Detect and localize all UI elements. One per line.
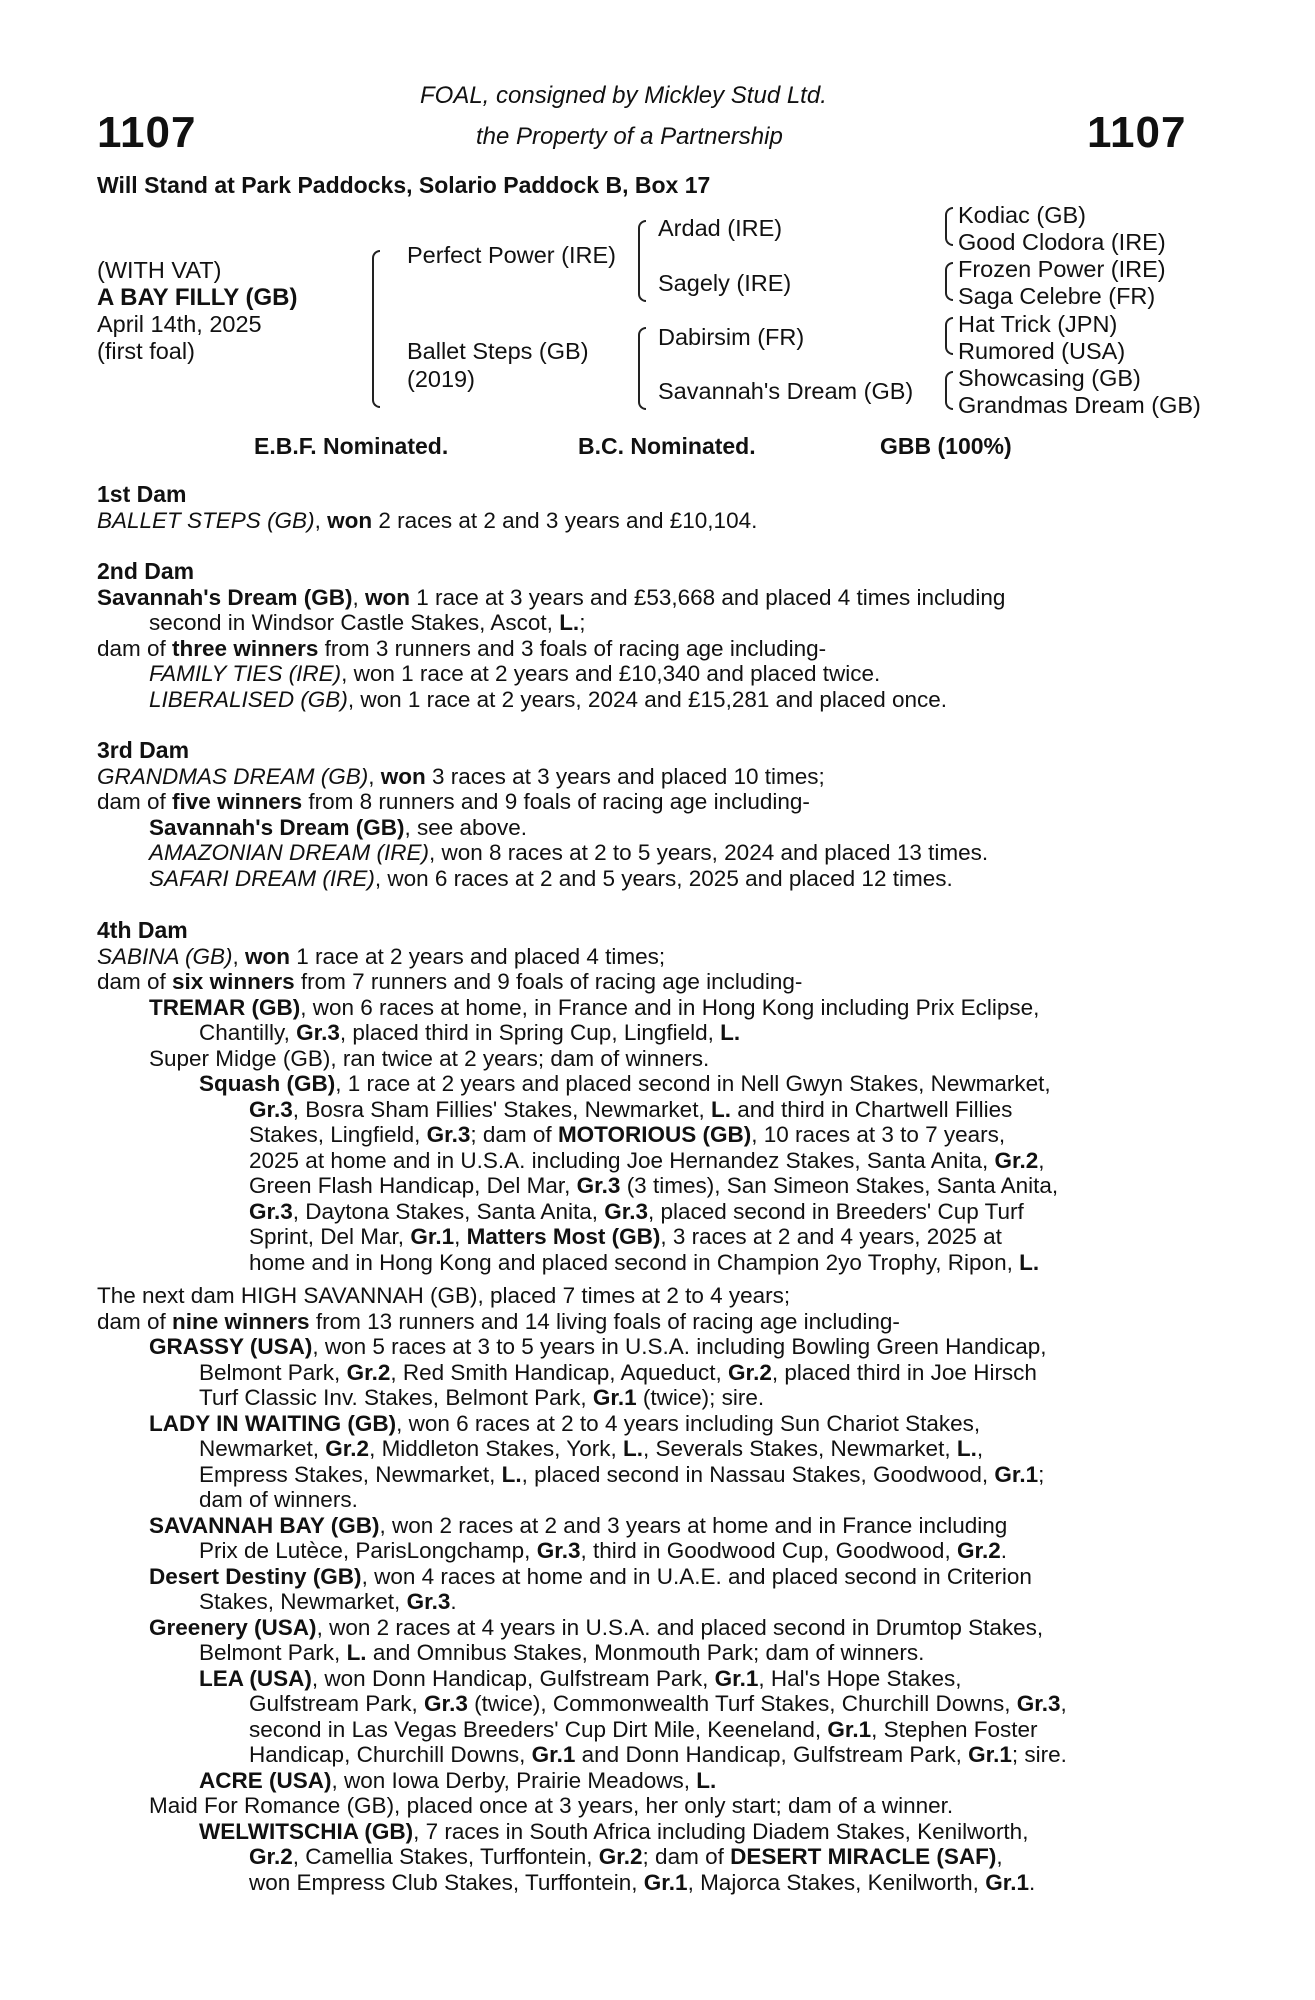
dds-name: Showcasing (GB) — [958, 365, 1141, 391]
dam-of-label: dam of — [97, 1308, 173, 1334]
progeny-record: , placed third in Spring Cup, Lingfield, — [339, 1020, 721, 1045]
punct: . — [1028, 1869, 1036, 1895]
group-badge: Gr.3 — [249, 1198, 293, 1224]
listed-badge: L. — [956, 1436, 977, 1461]
progeny-record: Stakes, Lingfield, — [249, 1122, 427, 1147]
progeny-name: LEA (USA) — [199, 1665, 312, 1691]
dam-year: (2019) — [407, 366, 475, 392]
progeny-record: home and in Hong Kong and placed second in Champion 2yo Trophy, Ripon, — [249, 1249, 1020, 1275]
progeny-record: , placed second in Breeders' Cup Turf — [648, 1198, 1024, 1224]
group-badge: Gr.2 — [598, 1844, 643, 1869]
pedigree-brace-ss — [945, 207, 953, 246]
progeny-name: Matters Most (GB) — [466, 1224, 661, 1249]
progeny-record: , Red Smith Handicap, Aqueduct, — [390, 1359, 729, 1385]
progeny-record: , won 1 race at 2 years and £10,340 and placed twice. — [341, 661, 881, 686]
progeny-record: (twice); sire. — [636, 1385, 765, 1410]
ddd-name: Grandmas Dream (GB) — [958, 392, 1201, 418]
progeny-record: , Daytona Stakes, Santa Anita, — [292, 1198, 605, 1224]
runners-text: from 8 runners and 9 foals of racing age including- — [302, 789, 810, 814]
group-badge: Gr.1 — [714, 1665, 759, 1691]
progeny-record: ; sire. — [1011, 1742, 1067, 1767]
ebf-nomination: E.B.F. Nominated. — [254, 433, 449, 459]
group-badge: Gr.3 — [406, 1589, 451, 1614]
progeny-record: Handicap, Churchill Downs, — [249, 1742, 532, 1767]
runners-text: from 3 runners and 3 foals of racing age including- — [318, 635, 827, 661]
group-badge: Gr.3 — [296, 1020, 340, 1045]
group-badge: Gr.3 — [426, 1122, 471, 1147]
progeny-record: Prix de Lutèce, ParisLongchamp, — [199, 1538, 537, 1563]
next-dam-section — [97, 1283, 1197, 1895]
group-badge: Gr.1 — [592, 1385, 637, 1410]
progeny-record: , Stephen Foster — [871, 1716, 1038, 1742]
progeny-record: , placed second in Nassau Stakes, Goodwood, — [521, 1461, 995, 1487]
won-label: won — [244, 943, 290, 969]
group-badge: Gr.1 — [985, 1869, 1029, 1895]
progeny-name: DESERT MIRACLE (SAF) — [730, 1844, 997, 1869]
progeny-record: 2025 at home and in U.S.A. including Joe Hernandez Stakes, Santa Anita, — [249, 1147, 995, 1173]
listed-badge: L. — [696, 1767, 717, 1793]
second-dam-section: 2nd Dam Savannah's Dream (GB), won 1 race at 3 years and £53,668 and placed 4 times including second in Windsor Castle Stakes, Ascot, L.; dam of three winners from 3 runners and 3 foals of racing age including- FAMILY TIES (IRE), won 1 race at 2 years and £10,340 and placed twice. LIBERALISED (GB), won 1 race at 2 years, 2024 and £15,281 and placed once. — [97, 559, 1197, 712]
winners-count: nine winners — [172, 1308, 310, 1334]
sds-name: Frozen Power (IRE) — [958, 256, 1166, 282]
progeny-name: GRASSY (USA) — [149, 1334, 313, 1359]
progeny-record: , won 6 races at 2 to 4 years including Sun Chariot Stakes, — [396, 1410, 981, 1436]
winners-count: five winners — [172, 789, 303, 814]
punct: , — [1038, 1147, 1045, 1173]
progeny-name: LIBERALISED (GB) — [149, 686, 348, 712]
won-label: won — [327, 507, 373, 533]
group-badge: Gr.3 — [1016, 1691, 1061, 1716]
progeny-record: and third in Chartwell Fillies — [730, 1096, 1013, 1122]
progeny-record: , 7 races in South Africa including Diadem Stakes, Kenilworth, — [413, 1818, 1029, 1844]
punct: ; — [579, 610, 586, 635]
sire-sire: Ardad (IRE) — [658, 215, 783, 241]
progeny-record: , placed third in Joe Hirsch — [771, 1359, 1037, 1385]
first-dam-section: 1st Dam BALLET STEPS (GB), won 2 races at 2 and 3 years and £10,104. — [97, 482, 1197, 533]
dss-name: Hat Trick (JPN) — [958, 311, 1118, 337]
progeny-name: AMAZONIAN DREAM (IRE) — [149, 840, 430, 865]
progeny-name: TREMAR (GB) — [149, 994, 301, 1020]
progeny-record: , 3 races at 2 and 4 years, 2025 at — [660, 1224, 1002, 1249]
progeny-record: , Camellia Stakes, Turffontein, — [292, 1844, 599, 1869]
listed-badge: L. — [559, 610, 580, 635]
listed-badge: L. — [1019, 1249, 1040, 1275]
listed-badge: L. — [720, 1020, 741, 1045]
sire-name: Perfect Power (IRE) — [407, 242, 616, 268]
progeny-record: Chantilly, — [199, 1020, 297, 1045]
dam-of-label: dam of — [97, 969, 173, 994]
progeny-record: , Hal's Hope Stakes, — [758, 1665, 962, 1691]
fourth-dam-record: 1 race at 2 years and placed 4 times; — [289, 943, 666, 969]
progeny-name: Desert Destiny (GB) — [149, 1563, 362, 1589]
sire-dam: Sagely (IRE) — [658, 270, 792, 296]
bc-nomination: B.C. Nominated. — [578, 433, 756, 459]
group-badge: Gr.3 — [536, 1538, 581, 1563]
group-badge: Gr.3 — [576, 1173, 621, 1198]
lot-title: A BAY FILLY (GB) — [97, 284, 298, 311]
first-dam-name: BALLET STEPS (GB) — [97, 507, 315, 533]
progeny-record: and Donn Handicap, Gulfstream Park, — [575, 1742, 969, 1767]
won-label: won — [380, 763, 426, 789]
progeny-record: , Severals Stakes, Newmarket, — [642, 1436, 957, 1461]
second-dam-record-cont: second in Windsor Castle Stakes, Ascot, — [149, 610, 560, 635]
dam-dam: Savannah's Dream (GB) — [658, 378, 914, 404]
progeny-record: Newmarket, — [199, 1436, 326, 1461]
progeny-record: , won 4 races at home and in U.A.E. and placed second in Criterion — [361, 1563, 1032, 1589]
progeny-record: dam of winners. — [199, 1487, 358, 1512]
dam-sire: Dabirsim (FR) — [658, 324, 805, 350]
group-badge: Gr.2 — [249, 1844, 293, 1869]
listed-badge: L. — [710, 1096, 731, 1122]
fourth-dam-section: 4th Dam SABINA (GB), won 1 race at 2 years and placed 4 times; dam of six winners from 7 runners and 9 foals of racing age including- TREMAR (GB), won 6 races at home, in France and in Hong Kong including Prix Eclipse, Chantilly, Gr.3, placed third in Spring Cup, Lingfield, L. Super Midge (GB), ran twice at 2 years; dam of winners. Squash (GB), 1 race at 2 years and placed second in Nell Gwyn Stakes, Newmarket, Gr.3, Bosra Sham Fillies' Stakes, Newmarket, L. and third in Chartwell Fillies Stakes, Lingfield, Gr.3; dam of MOTORIOUS (GB), 10 races at 3 to 7 years, 2025 at home and in U.S.A. including Joe Hernandez Stakes, Santa Anita, Gr.2, Green Flash Handicap, Del Mar, Gr.3 (3 times), San Simeon Stakes, Santa Anita, Gr.3, Daytona Stakes, Santa Anita, Gr.3, placed second in Breeders' Cup Turf Sprint, Del Mar, Gr.1, Matters Most (GB), 3 races at 2 and 4 years, 2025 at home and in Hong Kong and placed second in Champion 2yo Trophy, Ripon, L. — [97, 918, 1197, 1275]
third-dam-section: 3rd Dam GRANDMAS DREAM (GB), won 3 races at 3 years and placed 10 times; dam of five winners from 8 runners and 9 foals of racing age including- Savannah's Dream (GB), see above. AMAZONIAN DREAM (IRE), won 8 races at 2 to 5 years, 2024 and placed 13 times. SAFARI DREAM (IRE), won 6 races at 2 and 5 years, 2025 and placed 12 times. — [97, 738, 1197, 891]
third-dam-name: GRANDMAS DREAM (GB) — [97, 763, 369, 789]
progeny-name: Greenery (USA) — [149, 1614, 317, 1640]
progeny-record: , won 1 race at 2 years, 2024 and £15,281 and placed once. — [347, 686, 947, 712]
runners-text: from 13 runners and 14 living foals of racing age including- — [309, 1308, 900, 1334]
sss-name: Kodiac (GB) — [958, 202, 1086, 228]
foal-note: (first foal) — [97, 338, 195, 364]
punct: , — [976, 1436, 984, 1461]
progeny-record: second in Las Vegas Breeders' Cup Dirt Mile, Keeneland, — [249, 1716, 828, 1742]
group-badge: Gr.1 — [827, 1716, 872, 1742]
group-badge: Gr.3 — [604, 1198, 649, 1224]
third-dam-record: 3 races at 3 years and placed 10 times; — [425, 763, 825, 789]
progeny-name: ACRE (USA) — [199, 1767, 332, 1793]
ssd-name: Good Clodora (IRE) — [958, 229, 1166, 255]
third-dam-title: 3rd Dam — [97, 737, 190, 763]
progeny-record: , won 6 races at home, in France and in Hong Kong including Prix Eclipse, — [300, 994, 1040, 1020]
progeny-record: Super Midge (GB), ran twice at 2 years; dam of winners. — [149, 1045, 710, 1071]
dam-of-label: dam of — [97, 635, 173, 661]
pedigree-brace-sd — [945, 262, 953, 301]
group-badge: Gr.1 — [968, 1742, 1012, 1767]
foaling-date: April 14th, 2025 — [97, 311, 262, 337]
first-dam-record: 2 races at 2 and 3 years and £10,104. — [372, 507, 758, 533]
dam-of-label: dam of — [97, 789, 173, 814]
vat-note: (WITH VAT) — [97, 257, 222, 283]
winners-count: three winners — [172, 635, 319, 661]
progeny-record: , won 8 races at 2 to 5 years, 2024 and placed 13 times. — [429, 840, 989, 865]
progeny-record: , third in Goodwood Cup, Goodwood, — [580, 1538, 957, 1563]
pedigree-brace-ds — [945, 317, 953, 355]
first-dam-title: 1st Dam — [97, 481, 187, 507]
group-badge: Gr.1 — [994, 1461, 1039, 1487]
punct: , — [996, 1844, 1003, 1869]
punct: ; — [1038, 1461, 1045, 1487]
progeny-record: Sprint, Del Mar, — [249, 1224, 411, 1249]
progeny-record: Belmont Park, — [199, 1359, 347, 1385]
progeny-name: SAVANNAH BAY (GB) — [149, 1512, 380, 1538]
second-dam-title: 2nd Dam — [97, 558, 195, 584]
progeny-record: , see above. — [404, 814, 528, 840]
progeny-record: Gulfstream Park, — [249, 1691, 425, 1716]
pedigree-brace-dam — [638, 327, 646, 410]
winners-count: six winners — [172, 969, 295, 994]
progeny-name: LADY IN WAITING (GB) — [149, 1410, 397, 1436]
lot-number-right: 1107 — [1087, 108, 1187, 157]
progeny-record: ; dam of — [470, 1122, 558, 1147]
dsd-name: Rumored (USA) — [958, 338, 1126, 364]
progeny-record: , Majorca Stakes, Kenilworth, — [687, 1869, 986, 1895]
progeny-record: Stakes, Newmarket, — [199, 1589, 407, 1614]
progeny-name: Squash (GB) — [199, 1071, 336, 1096]
second-dam-name: Savannah's Dream (GB) — [97, 584, 353, 610]
listed-badge: L. — [622, 1436, 643, 1461]
next-dam-record: The next dam HIGH SAVANNAH (GB), placed 7 times at 2 to 4 years; — [97, 1283, 791, 1308]
progeny-record: , won 2 races at 4 years in U.S.A. and placed second in Drumtop Stakes, — [316, 1614, 1044, 1640]
progeny-record: , 1 race at 2 years and placed second in Nell Gwyn Stakes, Newmarket, — [335, 1071, 1051, 1096]
progeny-name: Savannah's Dream (GB) — [149, 814, 405, 840]
progeny-record: Green Flash Handicap, Del Mar, — [249, 1173, 577, 1198]
won-label: won — [364, 584, 410, 610]
stand-location: Will Stand at Park Paddocks, Solario Paddock B, Box 17 — [97, 172, 711, 198]
group-badge: Gr.3 — [249, 1096, 293, 1122]
progeny-record: , won Donn Handicap, Gulfstream Park, — [311, 1665, 715, 1691]
dam-name: Ballet Steps (GB) — [407, 338, 589, 364]
punct: , — [1060, 1691, 1067, 1716]
progeny-name: FAMILY TIES (IRE) — [149, 661, 342, 686]
pedigree-brace-dd — [945, 371, 953, 410]
runners-text: from 7 runners and 9 foals of racing age including- — [294, 969, 803, 994]
second-dam-record: 1 race at 3 years and £53,668 and placed 4 times including — [409, 584, 1006, 610]
progeny-record: Empress Stakes, Newmarket, — [199, 1461, 502, 1487]
group-badge: Gr.1 — [643, 1869, 688, 1895]
punct: . — [1000, 1538, 1007, 1563]
punct: . — [450, 1589, 457, 1614]
progeny-record: Turf Classic Inv. Stakes, Belmont Park, — [199, 1385, 593, 1410]
progeny-record: (3 times), San Simeon Stakes, Santa Anita, — [620, 1173, 1059, 1198]
progeny-name: MOTORIOUS (GB) — [557, 1122, 752, 1147]
punct: , — [454, 1224, 467, 1249]
gbb-note: GBB (100%) — [880, 433, 1012, 459]
progeny-record: , won 6 races at 2 and 5 years, 2025 and placed 12 times. — [374, 865, 953, 891]
progeny-record: , 10 races at 3 to 7 years, — [751, 1122, 1006, 1147]
progeny-record: won Empress Club Stakes, Turffontein, — [249, 1869, 644, 1895]
group-badge: Gr.2 — [728, 1359, 772, 1385]
fourth-dam-name: SABINA (GB) — [97, 943, 233, 969]
consignor-line: FOAL, consigned by Mickley Stud Ltd. — [420, 82, 827, 109]
sdd-name: Saga Celebre (FR) — [958, 283, 1156, 309]
pedigree-brace-sire — [638, 220, 646, 302]
property-line: the Property of a Partnership — [476, 123, 783, 150]
progeny-record: ; dam of — [642, 1844, 731, 1869]
group-badge: Gr.2 — [325, 1436, 370, 1461]
group-badge: Gr.1 — [410, 1224, 455, 1249]
listed-badge: L. — [501, 1461, 522, 1487]
progeny-record: , won Iowa Derby, Prairie Meadows, — [331, 1767, 697, 1793]
progeny-name: WELWITSCHIA (GB) — [199, 1818, 414, 1844]
progeny-record: , won 2 races at 2 and 3 years at home and in France including — [379, 1512, 1008, 1538]
group-badge: Gr.3 — [424, 1691, 468, 1716]
progeny-record: , Bosra Sham Fillies' Stakes, Newmarket, — [292, 1096, 711, 1122]
group-badge: Gr.2 — [994, 1147, 1039, 1173]
fourth-dam-title: 4th Dam — [97, 917, 188, 943]
progeny-name: SAFARI DREAM (IRE) — [149, 865, 375, 891]
progeny-record: , Middleton Stakes, York, — [369, 1436, 623, 1461]
group-badge: Gr.1 — [531, 1742, 576, 1767]
listed-badge: L. — [346, 1640, 367, 1665]
group-badge: Gr.2 — [956, 1538, 1001, 1563]
progeny-record: Maid For Romance (GB), placed once at 3 years, her only start; dam of a winner. — [149, 1793, 954, 1818]
lot-number-left: 1107 — [97, 108, 197, 157]
progeny-record: Belmont Park, — [199, 1640, 347, 1665]
progeny-record: , won 5 races at 3 to 5 years in U.S.A. including Bowling Green Handicap, — [312, 1334, 1047, 1359]
progeny-record: (twice), Commonwealth Turf Stakes, Churchill Downs, — [467, 1691, 1017, 1716]
pedigree-brace-main — [372, 250, 380, 408]
progeny-record: and Omnibus Stakes, Monmouth Park; dam of winners. — [366, 1640, 925, 1665]
group-badge: Gr.2 — [346, 1359, 391, 1385]
